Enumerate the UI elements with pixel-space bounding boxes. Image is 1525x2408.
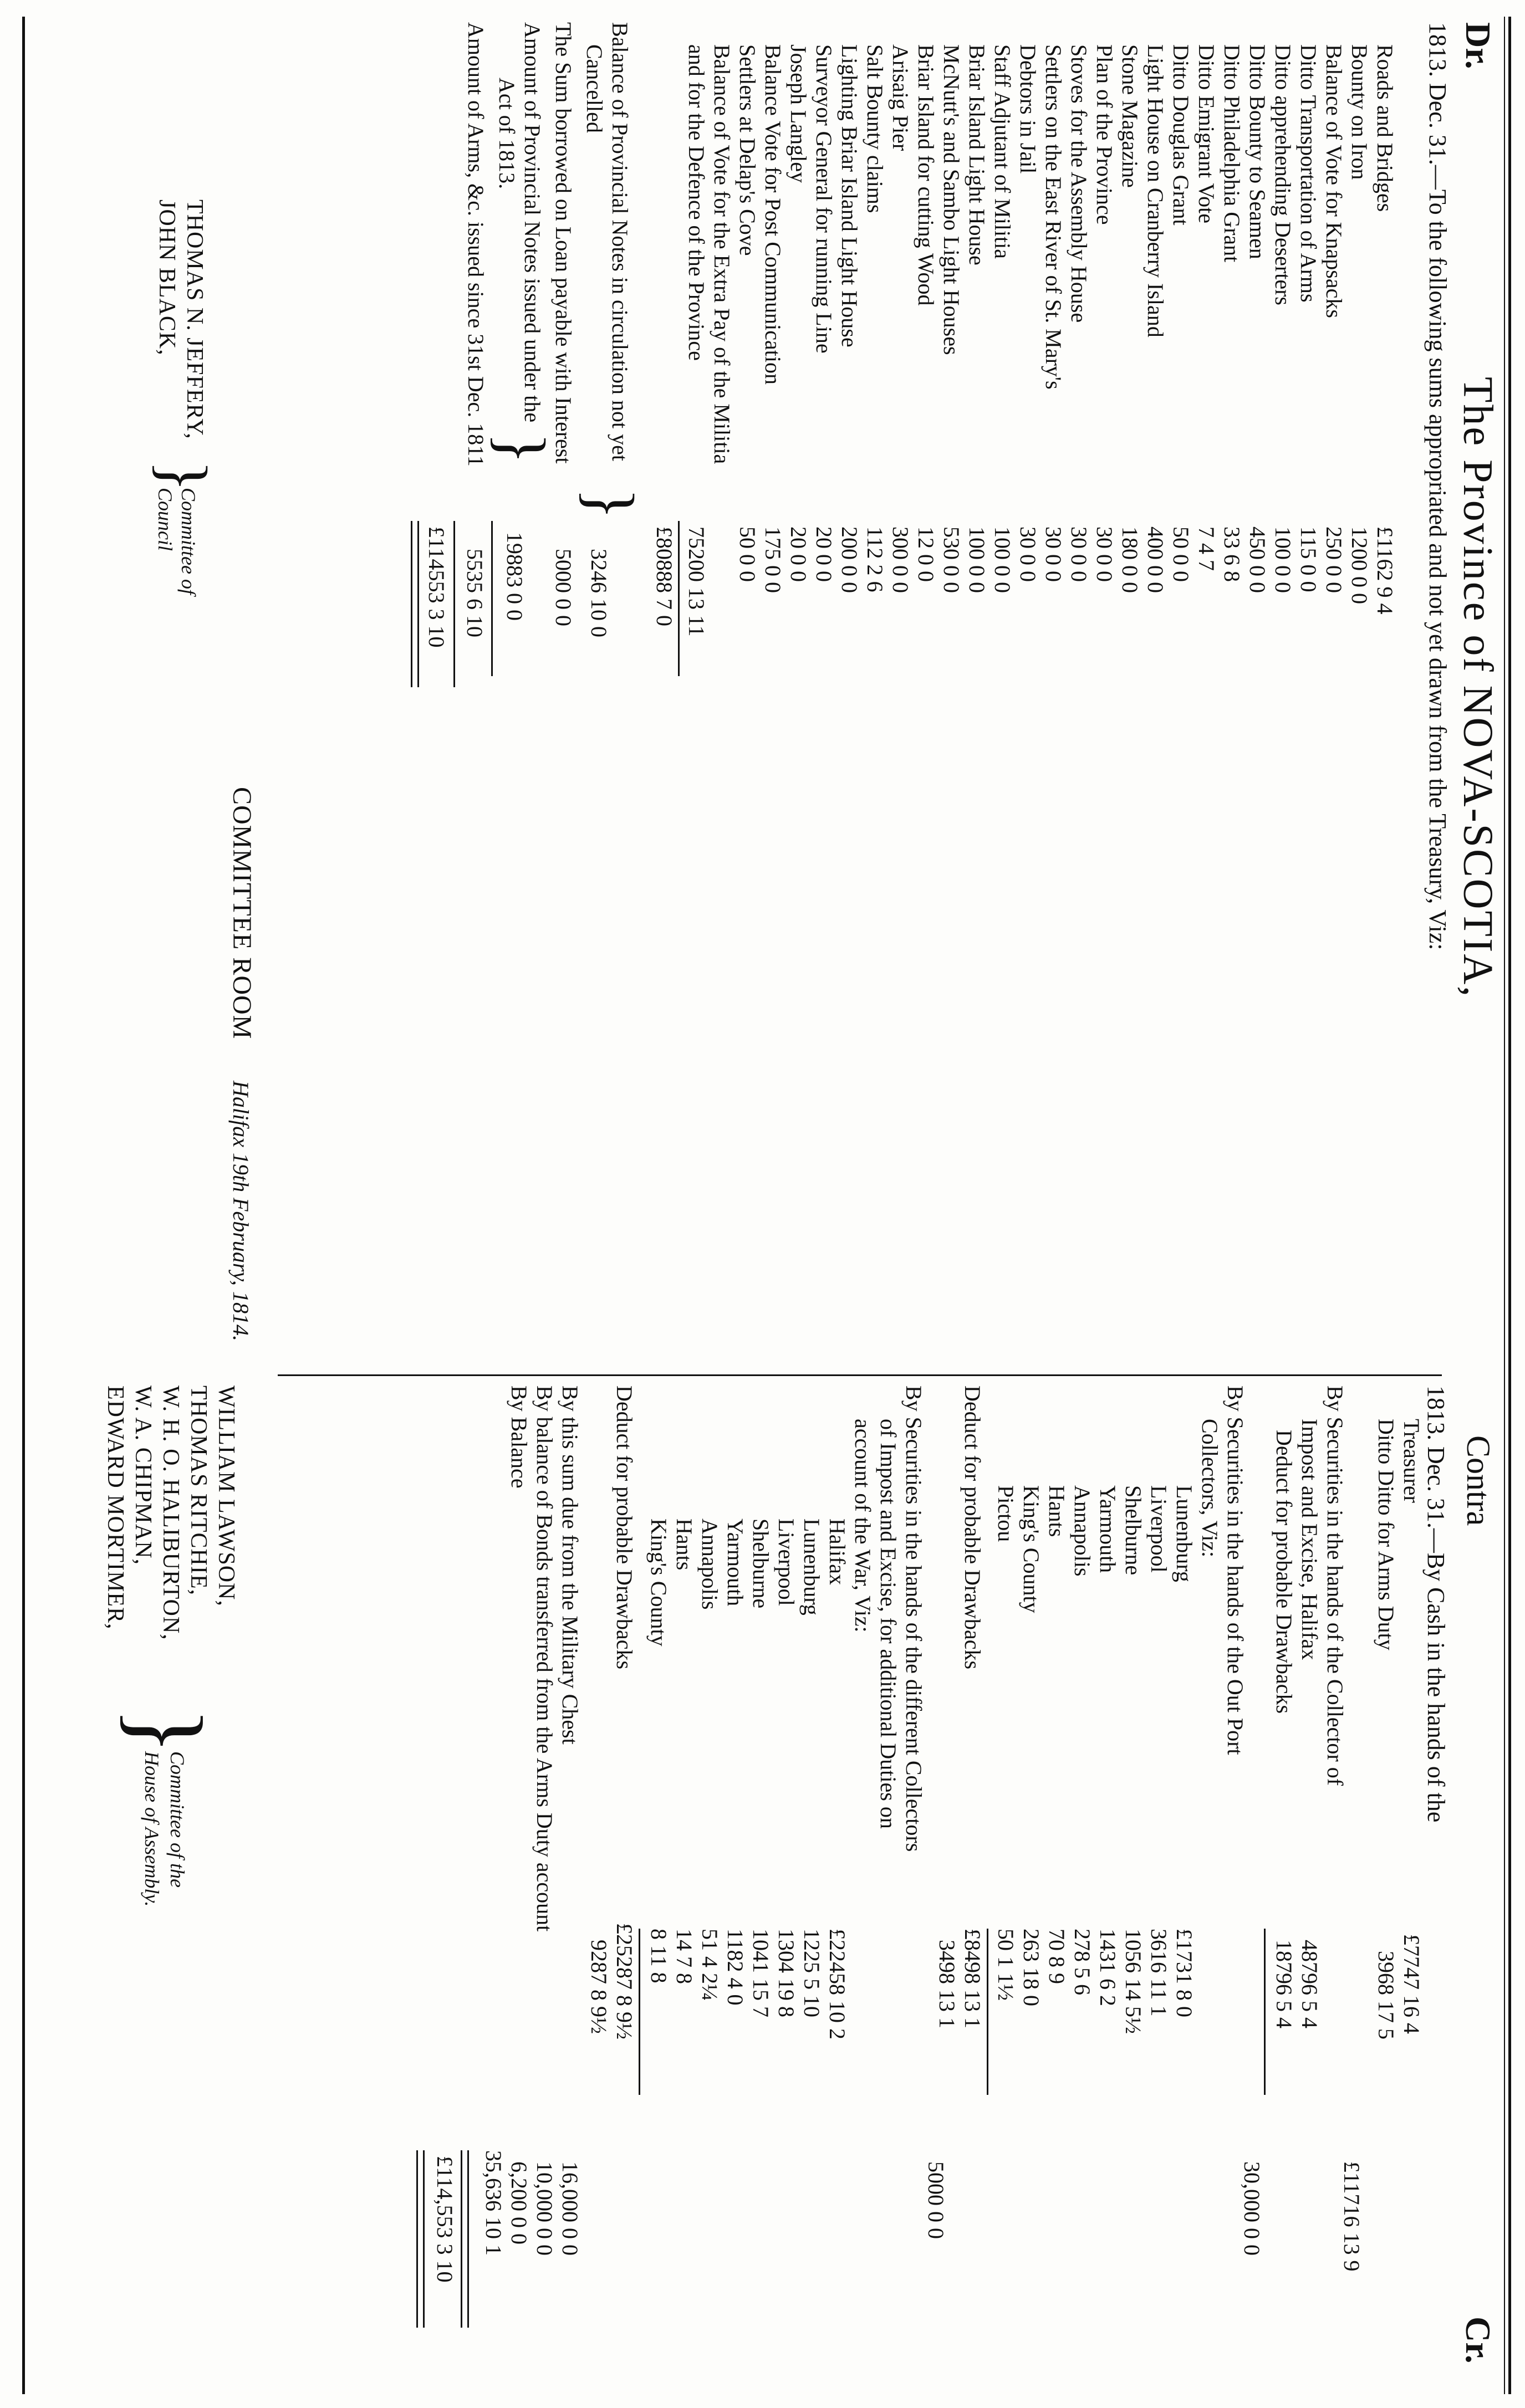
debit-row-amount: 115 0 0	[1296, 526, 1321, 592]
contra-heading: Contra	[1460, 1435, 1497, 1526]
debit-row	[1347, 44, 1372, 1097]
securities-rule	[1264, 1929, 1266, 2095]
debit-row	[709, 44, 735, 1097]
debit-row	[1015, 44, 1041, 1097]
outport-row-amount: 1431 6 2	[1095, 1929, 1120, 2006]
arms-issued-amount: 5535 6 10	[462, 549, 487, 637]
debit-row-label: Light House on Cranberry Island	[1143, 44, 1168, 338]
cr-heading: Cr.	[1458, 2317, 1498, 2364]
securities-label-2: Impost and Excise, Halifax	[1297, 1419, 1322, 1660]
balance-amount: 35,636 10 1	[481, 2150, 506, 2256]
outport-row	[1018, 1485, 1044, 2106]
debit-row	[913, 44, 939, 1097]
war-row-label: King's County	[646, 1519, 671, 1647]
debit-row-amount: 450 0 0	[1245, 526, 1270, 593]
debit-row	[1168, 44, 1194, 1097]
debit-row-amount: 75200 13 11	[684, 526, 709, 637]
outport-row	[1069, 1485, 1095, 2106]
notes-label-2: Cancelled	[582, 44, 607, 133]
outport-row-label: Liverpool	[1146, 1485, 1171, 1573]
outport-row	[1044, 1485, 1069, 2106]
war-drawback-amount: 9287 8 9½	[586, 1940, 611, 2034]
debit-row	[1092, 44, 1117, 1097]
debit-intro	[1425, 22, 1450, 1131]
outport-row-amount: 1056 14 5½	[1121, 1929, 1146, 2034]
debit-row-label: Balance of Vote for Knapsacks	[1322, 44, 1347, 318]
war-drawback-label: Deduct for probable Drawbacks	[612, 1386, 637, 1670]
debit-row-label: Settlers at Delap's Cove	[735, 44, 760, 256]
debit-row-amount: 30 0 0	[1067, 526, 1092, 582]
debit-row	[811, 44, 837, 1097]
debit-row-label: Roads and Bridges	[1373, 44, 1398, 212]
outport-row-amount: 3616 11 1	[1146, 1929, 1171, 2017]
debit-signer-1: THOMAS N. JEFFERY,	[182, 200, 207, 439]
debit-row	[964, 44, 990, 1097]
debit-row	[939, 44, 964, 1097]
credit-signers-brace: }	[112, 1707, 222, 1755]
war-row-amount: 51 4 2¼	[697, 1929, 722, 2001]
debit-row-label: Ditto Emigrant Vote	[1194, 44, 1219, 223]
outport-row-label: Pictou	[993, 1485, 1018, 1542]
committee-room: COMMITTEE ROOM	[227, 787, 257, 1040]
outport-row-label: Hants	[1044, 1485, 1069, 1537]
war-row-label: Annapolis	[697, 1519, 722, 1610]
credit-intro-1: 1813. Dec. 31.—By Cash in the hands of the	[1422, 1386, 1450, 1823]
outport-row	[993, 1485, 1018, 2106]
loan-label: The Sum borrowed on Loan payable with Interest	[551, 22, 576, 464]
debit-signers-brace: }	[147, 460, 221, 492]
outport-total: 5000 0 0	[924, 2161, 948, 2239]
top-border-rule-2	[1504, 17, 1505, 2394]
war-sum: £25287 8 9½	[612, 1923, 637, 2039]
outport-row-amount: 263 18 0	[1019, 1929, 1044, 2006]
war-row-label: Halifax	[825, 1519, 850, 1585]
loan-amount: 5000 0 0	[551, 549, 576, 626]
debit-row	[837, 44, 862, 1097]
ledger-title: The Province of NOVA-SCOTIA,	[1455, 377, 1501, 999]
credit-role-1: Committee of the	[166, 1751, 188, 1888]
top-border-rule	[1508, 17, 1511, 2394]
credit-signer-5: EDWARD MORTIMER,	[103, 1386, 128, 1630]
debit-row	[1296, 44, 1321, 1097]
debit-row	[1245, 44, 1270, 1097]
issued-amount: 19883 0 0	[502, 532, 527, 621]
outport-row-label: King's County	[1019, 1485, 1044, 1613]
credit-total-double-rule	[416, 2150, 425, 2328]
war-rule	[639, 1929, 640, 2095]
securities-amount: 48796 5 4	[1297, 1940, 1322, 2028]
debit-subtotal-rule	[678, 521, 680, 676]
debit-row-amount: 30 0 0	[1041, 526, 1066, 582]
war-row	[773, 1519, 799, 2106]
debit-row-label: Balance of Vote for the Extra Pay of the Militia	[710, 44, 735, 464]
debit-row-amount: 250 0 0	[1322, 526, 1347, 593]
outport-row-label: Shelburne	[1121, 1485, 1146, 1576]
outport-label-1: By Securities in the hands of the Out Port	[1223, 1386, 1248, 1755]
war-row-amount: 14 7 8	[672, 1929, 697, 1984]
credit-role-2: House of Assembly.	[141, 1751, 163, 1907]
debit-signers-role: Committee of Council	[154, 488, 200, 595]
debit-signer-2: JOHN BLACK,	[154, 200, 180, 356]
war-label-1: By Securities in the hands of the different Collectors	[901, 1386, 926, 1852]
debit-row-label: Arisaig Pier	[888, 44, 913, 151]
debit-row-amount: 175 0 0	[761, 526, 786, 593]
debit-row-label: Ditto Transportation of Arms	[1296, 44, 1321, 303]
debit-row-label: Surveyor General for running Line	[812, 44, 837, 354]
debit-intro-text: 1813. Dec. 31.—To the following sums appropriated and not yet drawn from the Treasury, Viz:	[1424, 22, 1451, 950]
notes-amount: 3246 10 0	[586, 549, 611, 637]
debit-row	[1194, 44, 1219, 1097]
debit-row-label: Ditto Philadelphia Grant	[1220, 44, 1245, 263]
debit-row	[1143, 44, 1168, 1097]
war-label-3: account of the War, Viz:	[850, 1419, 875, 1633]
war-item-list	[646, 1519, 850, 2106]
debit-row	[684, 44, 709, 1097]
debit-row-amount: 50 0 0	[1169, 526, 1194, 582]
debit-row	[888, 44, 913, 1097]
bottom-border-rule	[22, 17, 25, 2394]
debit-row-label: and for the Defence of the Province	[684, 44, 709, 361]
outport-sum: £8498 13 1	[960, 1929, 985, 2028]
war-row-amount: 1225 5 10	[799, 1929, 824, 2017]
debit-row-label: Joseph Langley	[786, 44, 811, 183]
debit-row-amount: 180 0 0	[1118, 526, 1143, 593]
war-label-2: of Impost and Excise, for additional Duties on	[876, 1419, 901, 1829]
debit-row-amount: 30 0 0	[1016, 526, 1041, 582]
outport-drawback-label: Deduct for probable Drawbacks	[960, 1386, 985, 1670]
debit-row	[1321, 44, 1347, 1097]
outport-row	[1146, 1485, 1171, 2106]
outport-label-2: Collectors, Viz:	[1197, 1419, 1222, 1558]
balance-label: By Balance	[507, 1386, 532, 1489]
war-total: 16,000 0 0	[558, 2161, 583, 2256]
credit-total-top-rule	[461, 2150, 469, 2328]
debit-row-amount: 200 0 0	[837, 526, 862, 593]
debit-row-amount: 12 0 0	[914, 526, 939, 582]
credit-signer-list	[101, 1386, 240, 1640]
debit-item-list	[684, 44, 1398, 1097]
credit-signer-4: W. A. CHIPMAN,	[130, 1386, 156, 1565]
war-row	[824, 1519, 850, 2106]
debit-row-amount: 300 0 0	[888, 526, 913, 593]
issued-label-1: Amount of Provincial Notes issued under the	[520, 22, 545, 423]
securities-label-1: By Securities in the hands of the Collector of	[1323, 1386, 1348, 1786]
war-row	[646, 1519, 671, 2106]
debit-row-amount: 30 0 0	[1092, 526, 1117, 582]
debit-row-label: Ditto Douglas Grant	[1169, 44, 1194, 226]
credit-intro-2: Treasurer	[1399, 1419, 1424, 1503]
bonds-amount: 6,200 0 0	[507, 2161, 532, 2245]
arms-duty-label: Ditto Ditto for Arms Duty	[1374, 1419, 1399, 1650]
securities-drawback-label: Deduct for probable Drawbacks	[1272, 1430, 1297, 1714]
debit-row	[990, 44, 1015, 1097]
debit-row-label: Briar Island for cutting Wood	[914, 44, 939, 306]
debit-row-label: Ditto Bounty to Seamen	[1245, 44, 1270, 259]
outport-row	[1120, 1485, 1146, 2106]
military-amount: 10,000 0 0	[532, 2161, 557, 2256]
debit-row-amount: 33 6 8	[1220, 526, 1245, 582]
outport-row-amount: 50 1 1½	[993, 1929, 1018, 2001]
arms-issued-label: Amount of Arms, &c. issued since 31st Dec. 1811	[463, 22, 488, 467]
cash-total: £11716 13 9	[1339, 2161, 1364, 2272]
debit-row-amount: 1200 0 0	[1347, 526, 1372, 604]
arms-amount-rule	[491, 521, 493, 676]
debit-row	[760, 44, 786, 1097]
war-row	[671, 1519, 697, 2106]
war-row-amount: 8 11 8	[646, 1929, 671, 1983]
war-row	[799, 1519, 824, 2106]
securities-drawback-amount: 18796 5 4	[1272, 1940, 1297, 2028]
dr-heading: Dr.	[1458, 22, 1498, 69]
debit-row	[786, 44, 811, 1097]
credit-signer-1: WILLIAM LAWSON,	[213, 1386, 239, 1607]
military-label: By this sum due from the Military Chest	[558, 1386, 583, 1745]
war-row	[697, 1519, 722, 2106]
outport-drawback-amount: 3498 13 1	[935, 1940, 960, 2028]
debit-row	[1372, 44, 1398, 1097]
debit-subtotal: £80888 7 0	[652, 526, 677, 626]
debit-row-label: Balance Vote for Post Communication	[761, 44, 786, 385]
outport-row-amount: £1731 8 0	[1172, 1929, 1197, 2017]
debit-row	[862, 44, 888, 1097]
credit-signer-3: W. H. O. HALIBURTON,	[158, 1386, 183, 1640]
debit-row-amount: 530 0 0	[939, 526, 964, 593]
debit-row	[735, 44, 760, 1097]
debit-row-label: McNutt's and Sambo Light Houses	[939, 44, 964, 355]
committee-room-date: Halifax 19th February, 1814.	[228, 1081, 253, 1341]
war-row-label: Yarmouth	[723, 1519, 748, 1607]
debit-row	[1041, 44, 1066, 1097]
debit-row-label: Staff Adjutant of Militia	[990, 44, 1015, 259]
debit-row-label: Ditto apprehending Deserters	[1271, 44, 1296, 305]
outport-row-label: Yarmouth	[1095, 1485, 1120, 1573]
debit-row	[1219, 44, 1245, 1097]
outport-row	[1095, 1485, 1120, 2106]
issued-brace: }	[485, 432, 559, 464]
debit-row-label: Briar Island Light House	[965, 44, 990, 265]
war-row-label: Liverpool	[774, 1519, 799, 1606]
outport-row	[1171, 1485, 1197, 2106]
war-row-amount: 1304 19 8	[774, 1929, 799, 2017]
debit-row	[1270, 44, 1296, 1097]
debit-row-amount: 100 0 0	[965, 526, 990, 593]
notes-label-1: Balance of Provincial Notes in circulation not yet	[608, 22, 633, 461]
securities-total: 30,000 0 0	[1240, 2161, 1264, 2256]
war-row-amount: 1182 4 0	[723, 1929, 748, 2006]
debit-total-rule	[453, 521, 455, 687]
issued-label-2: Act of 1813.	[494, 78, 519, 190]
war-row-amount: £22458 10 2	[825, 1929, 850, 2039]
war-row-label: Hants	[672, 1519, 697, 1571]
debit-row	[1066, 44, 1092, 1097]
debit-row-amount: 400 0 0	[1143, 526, 1168, 593]
debit-row-label: Stone Magazine	[1118, 44, 1143, 188]
debit-row-amount: 50 0 0	[735, 526, 760, 582]
debit-row-label: Bounty on Iron	[1347, 44, 1372, 180]
war-row	[748, 1519, 773, 2106]
debit-row-label: Plan of the Province	[1092, 44, 1117, 225]
debit-total-double-rule	[411, 521, 419, 687]
debit-row-amount: 100 0 0	[1271, 526, 1296, 593]
debit-row	[1117, 44, 1143, 1097]
debit-row-label: Salt Bounty claims	[863, 44, 888, 213]
outport-row-label: Annapolis	[1070, 1485, 1095, 1577]
outport-row-amount: 278 5 6	[1070, 1929, 1095, 1995]
credit-total: £114,553 3 10	[432, 2156, 457, 2283]
debit-row-amount: 112 2 6	[863, 526, 888, 592]
center-divider	[278, 1374, 1442, 1376]
outport-rule	[987, 1929, 988, 2095]
debit-row-label: Lighting Briar Island Light House	[837, 44, 862, 347]
debit-row-amount: 7 4 7	[1194, 526, 1219, 571]
war-row-label: Lunenburg	[799, 1519, 824, 1615]
debit-row-amount: 100 0 0	[990, 526, 1015, 593]
debit-row-amount: £1162 9 4	[1373, 526, 1398, 615]
debit-row-label: Settlers on the East River of St. Mary's	[1041, 44, 1066, 390]
outport-row-amount: 70 8 9	[1044, 1929, 1069, 1984]
credit-signer-2: THOMAS RITCHIE,	[186, 1386, 211, 1596]
debit-row-amount: 20 0 0	[786, 526, 811, 582]
war-row-amount: 1041 15 7	[748, 1929, 773, 2017]
bonds-label: By balance of Bonds transferred from the Arms Duty account	[532, 1386, 557, 1932]
notes-brace: }	[574, 488, 647, 520]
cash-amount: £7747 16 4	[1399, 1934, 1424, 2034]
war-row-label: Shelburne	[748, 1519, 773, 1609]
arms-duty-amount: 3968 17 5	[1374, 1951, 1399, 2039]
debit-total: £114553 3 10	[424, 526, 449, 648]
war-row	[722, 1519, 748, 2106]
debit-row-amount: 20 0 0	[812, 526, 837, 582]
outport-row-label: Lunenburg	[1172, 1485, 1197, 1582]
debit-row-label: Debtors in Jail	[1016, 44, 1041, 174]
outport-item-list	[993, 1485, 1197, 2106]
debit-row-label: Stoves for the Assembly House	[1067, 44, 1092, 323]
